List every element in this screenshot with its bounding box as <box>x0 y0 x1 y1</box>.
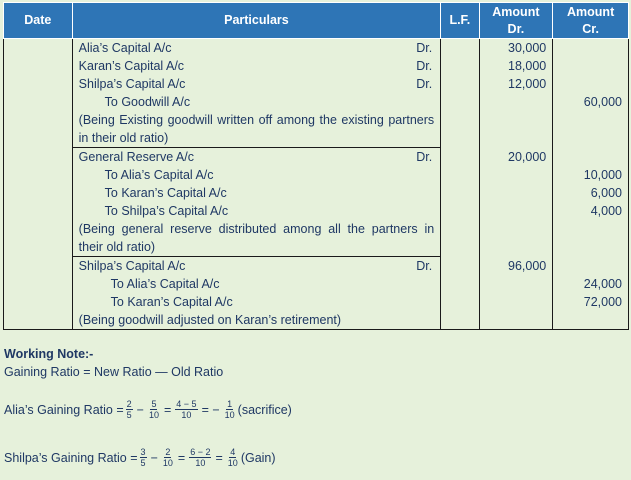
date-cell <box>4 39 73 330</box>
fraction: $\frac{5}{10}$ <box>148 399 159 420</box>
credit-account: To Alia’s Capital A/c <box>110 277 220 291</box>
dr-amount: 96,000 <box>508 259 547 273</box>
debit-line <box>73 75 441 93</box>
shilpa-suffix: (Gain) <box>240 450 276 465</box>
dr-marker: Dr. <box>416 59 433 73</box>
credit-line <box>73 293 441 311</box>
cr-amount: 24,000 <box>583 277 622 291</box>
operator: = <box>215 450 223 465</box>
cr-amount: 4,000 <box>590 204 622 218</box>
fraction: $\frac{4}{10}$ <box>227 447 238 468</box>
credit-line <box>73 166 441 184</box>
operator: − <box>136 402 144 417</box>
header-lf: L.F. <box>441 3 479 39</box>
debit-account: Karan’s Capital A/c <box>78 59 185 73</box>
narration: (Being Existing goodwill written off among the existing partners in their old ratio) <box>78 113 435 145</box>
header-amount-cr <box>553 3 629 39</box>
alia-gaining-ratio <box>4 399 292 420</box>
credit-line <box>73 93 441 111</box>
cr-amount: 60,000 <box>583 95 622 109</box>
fraction: $\frac{4 - 5}{10}$ <box>176 399 197 420</box>
dr-marker: Dr. <box>416 259 433 273</box>
credit-line <box>73 184 441 202</box>
narration: (Being goodwill adjusted on Karan’s retirement) <box>78 313 342 327</box>
operator: = − <box>201 402 220 417</box>
debit-line <box>73 148 441 166</box>
fraction: $\frac{1}{10}$ <box>224 399 235 420</box>
dr-amount: 20,000 <box>508 150 547 164</box>
debit-account: General Reserve A/c <box>78 150 194 164</box>
journal-entry-1 <box>73 39 441 147</box>
journal-table <box>3 2 629 330</box>
debit-account: Shilpa’s Capital A/c <box>78 77 186 91</box>
particulars-cell <box>72 39 441 330</box>
header-row <box>4 3 629 39</box>
dr-marker: Dr. <box>416 150 433 164</box>
debit-line <box>73 257 441 275</box>
dr-marker: Dr. <box>416 41 433 55</box>
shilpa-gaining-ratio <box>4 447 276 468</box>
lf-cell <box>441 39 479 330</box>
amount-cr-cell <box>553 39 629 330</box>
dr-amount: 12,000 <box>508 77 547 91</box>
dr-amount: 18,000 <box>508 59 547 73</box>
credit-account: To Shilpa’s Capital A/c <box>104 204 229 218</box>
shilpa-label: Shilpa’s Gaining Ratio = <box>4 450 138 465</box>
debit-account: Alia’s Capital A/c <box>78 41 172 55</box>
header-amount-dr-line2: Dr. <box>507 21 525 36</box>
working-note-title: Working Note:- <box>4 347 94 361</box>
operator: = <box>163 402 172 417</box>
gaining-ratio-formula: Gaining Ratio = New Ratio — Old Ratio <box>4 365 224 379</box>
debit-account: Shilpa’s Capital A/c <box>78 259 186 273</box>
debit-line <box>73 39 441 57</box>
fraction: $\frac{6 - 2}{10}$ <box>190 447 211 468</box>
dr-amount: 30,000 <box>508 41 547 55</box>
dr-marker: Dr. <box>416 77 433 91</box>
operator: − <box>150 450 158 465</box>
amount-dr-cell <box>479 39 553 330</box>
header-amount-cr-line2: Cr. <box>582 21 599 36</box>
debit-line <box>73 57 441 75</box>
narration: (Being general reserve distributed among all the partners in their old ratio) <box>78 222 435 254</box>
cr-amount: 72,000 <box>583 295 622 309</box>
operator: = <box>177 450 186 465</box>
alia-label: Alia’s Gaining Ratio = <box>4 402 124 417</box>
fraction: $\frac{2}{5}$ <box>126 399 132 420</box>
journal-body-row <box>4 39 629 330</box>
journal-entry-2 <box>73 147 441 256</box>
fraction: $\frac{3}{5}$ <box>140 447 146 468</box>
credit-line <box>73 202 441 220</box>
credit-account: To Alia’s Capital A/c <box>104 168 214 182</box>
working-note <box>4 345 624 468</box>
journal-entry-3 <box>73 256 441 329</box>
cr-amount: 6,000 <box>590 186 622 200</box>
credit-line <box>73 275 441 293</box>
fraction: $\frac{2}{10}$ <box>162 447 173 468</box>
alia-suffix: (sacrifice) <box>237 402 292 417</box>
credit-account: To Goodwill A/c <box>104 95 191 109</box>
credit-account: To Karan’s Capital A/c <box>104 186 227 200</box>
header-amount-cr-line1: Amount <box>567 4 615 19</box>
header-amount-dr <box>479 3 553 39</box>
header-amount-dr-line1: Amount <box>492 4 540 19</box>
cr-amount: 10,000 <box>583 168 622 182</box>
header-date: Date <box>4 3 73 39</box>
header-particulars: Particulars <box>72 3 441 39</box>
credit-account: To Karan’s Capital A/c <box>110 295 233 309</box>
